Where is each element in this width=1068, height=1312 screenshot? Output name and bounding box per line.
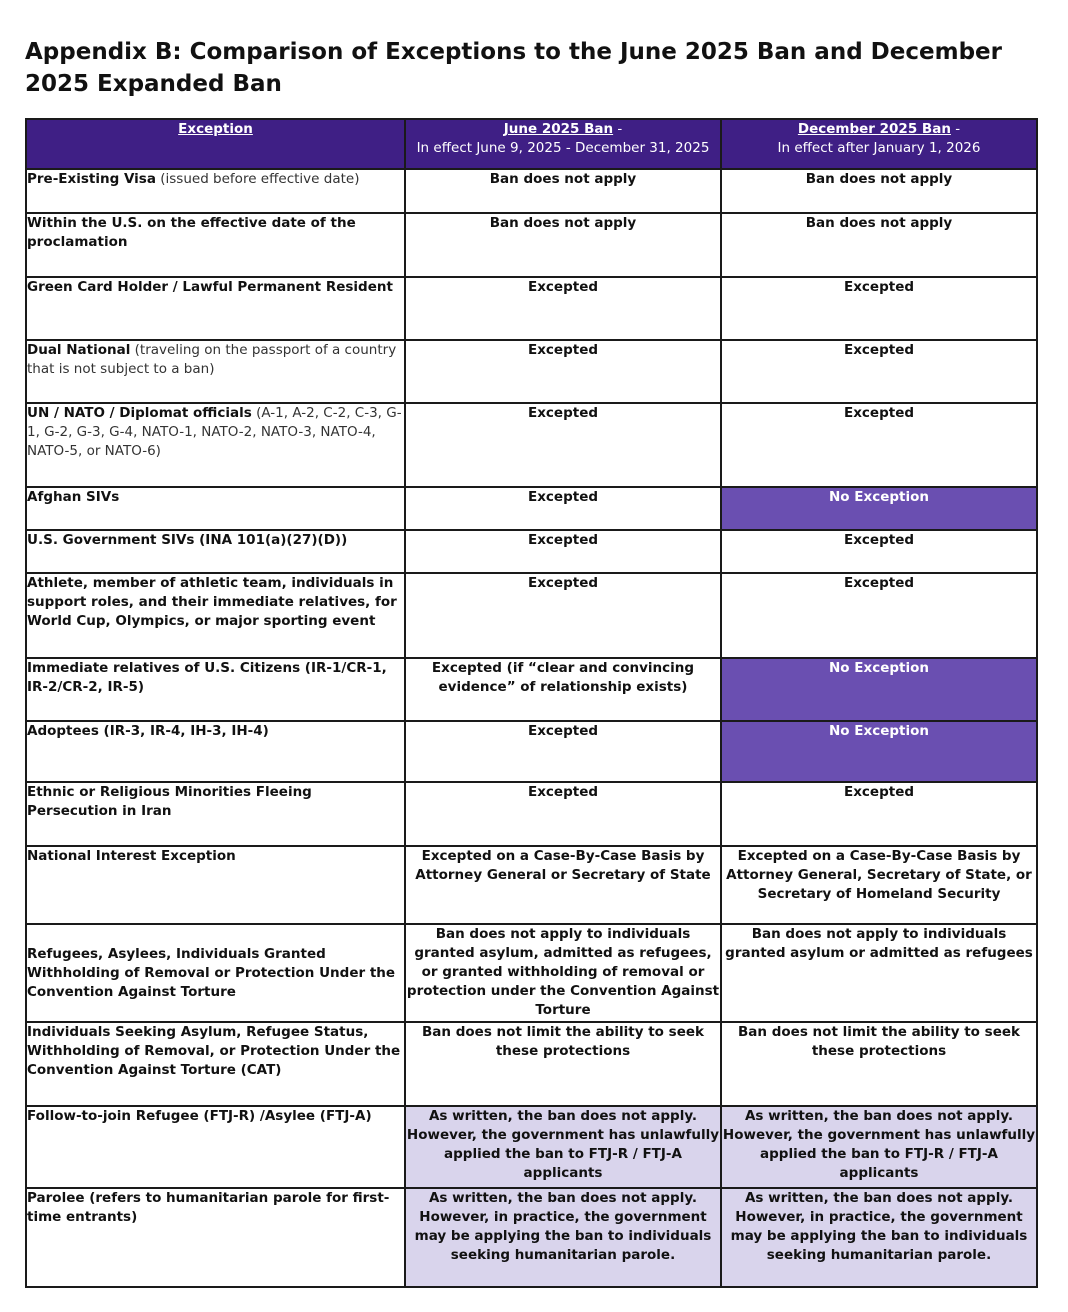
header-dec-dash: - (950, 121, 961, 137)
june-cell: Ban does not apply (405, 213, 721, 277)
june-cell: Excepted (405, 573, 721, 658)
table-row (26, 213, 1037, 277)
header-dec-name: December 2025 Ban (797, 121, 951, 137)
table-row (26, 721, 1037, 782)
exception-label: Follow-to-join Refugee (FTJ-R) /Asylee (FTJ-A) (27, 1108, 372, 1124)
exception-note: (issued before effective date) (155, 171, 360, 187)
exception-cell (26, 846, 405, 924)
exception-label: Parolee (refers to humanitarian parole for first-time entrants) (27, 1190, 390, 1225)
december-cell: Ban does not apply to individuals granted asylum or admitted as refugees (721, 924, 1037, 1022)
table-row (26, 924, 1037, 1022)
june-cell: Excepted (405, 721, 721, 782)
exception-label: Ethnic or Religious Minorities Fleeing Persecution in Iran (27, 784, 312, 819)
exception-cell (26, 530, 405, 573)
table-row (26, 530, 1037, 573)
june-cell: Excepted (405, 487, 721, 530)
exception-cell (26, 403, 405, 487)
december-cell-no-exception: No Exception (721, 721, 1037, 782)
june-cell: Ban does not apply to individuals granted asylum, admitted as refugees, or granted withholding of removal or protection under the Convention Against Torture (405, 924, 721, 1022)
header-dec-subtitle: In effect after January 1, 2026 (777, 140, 981, 156)
december-cell: Excepted (721, 573, 1037, 658)
december-cell: Ban does not limit the ability to seek these protections (721, 1022, 1037, 1106)
exception-cell (26, 340, 405, 403)
exception-cell (26, 169, 405, 213)
exception-cell (26, 721, 405, 782)
june-cell: Excepted (if “clear and convincing evidence” of relationship exists) (405, 658, 721, 721)
june-cell: Ban does not apply (405, 169, 721, 213)
exception-note: (A-1, A-2, C-2, C-3, G-1, G-2, G-3, G-4, NATO-1, NATO-2, NATO-3, NATO-4, NATO-5, or NATO-6) (27, 405, 402, 459)
exception-cell (26, 277, 405, 340)
june-cell: Excepted on a Case-By-Case Basis by Attorney General or Secretary of State (405, 846, 721, 924)
exception-cell (26, 213, 405, 277)
june-cell: Excepted (405, 530, 721, 573)
exception-label: Pre-Existing Visa (27, 171, 156, 187)
exception-label: Adoptees (IR-3, IR-4, IH-3, IH-4) (27, 723, 269, 739)
exception-note: (traveling on the passport of a country that is not subject to a ban) (27, 342, 397, 377)
exception-label: Individuals Seeking Asylum, Refugee Status, Withholding of Removal, or Protection Under the Convention Against Torture (CAT) (27, 1024, 401, 1078)
table-row (26, 1188, 1037, 1287)
exception-cell (26, 1106, 405, 1188)
table-row (26, 573, 1037, 658)
december-cell: Excepted on a Case-By-Case Basis by Attorney General, Secretary of State, or Secretary of Homeland Security (721, 846, 1037, 924)
comparison-table (25, 118, 1038, 1288)
exception-label: Refugees, Asylees, Individuals Granted Withholding of Removal or Protection Under the Convention Against Torture (27, 945, 396, 1000)
june-cell: Excepted (405, 277, 721, 340)
december-cell: Ban does not apply (721, 213, 1037, 277)
exception-label: National Interest Exception (27, 848, 236, 864)
december-cell: Excepted (721, 782, 1037, 846)
header-exception (26, 119, 405, 169)
exception-cell (26, 782, 405, 846)
december-cell-no-exception: No Exception (721, 487, 1037, 530)
exception-label: Athlete, member of athletic team, individuals in support roles, and their immediate relatives, for World Cup, Olympics, or major sporting event (27, 575, 397, 629)
exception-label: Immediate relatives of U.S. Citizens (IR-1/CR-1, IR-2/CR-2, IR-5) (27, 660, 387, 695)
table-row (26, 277, 1037, 340)
december-cell-no-exception: No Exception (721, 658, 1037, 721)
table-row (26, 403, 1037, 487)
exception-cell (26, 573, 405, 658)
exception-cell (26, 1188, 405, 1287)
june-cell: Excepted (405, 403, 721, 487)
june-cell: As written, the ban does not apply. However, in practice, the government may be applying the ban to individuals seeking humanitarian parole. (405, 1188, 721, 1287)
june-cell: As written, the ban does not apply. However, the government has unlawfully applied the ban to FTJ-R / FTJ-A applicants (405, 1106, 721, 1188)
header-june-dash: - (613, 121, 623, 137)
header-june-name: June 2025 Ban (503, 121, 614, 137)
table-row (26, 487, 1037, 530)
december-cell: Ban does not apply (721, 169, 1037, 213)
exception-label: Afghan SIVs (27, 489, 120, 505)
december-cell: As written, the ban does not apply. However, in practice, the government may be applying the ban to individuals seeking humanitarian parole. (721, 1188, 1037, 1287)
header-december-ban (721, 119, 1037, 169)
june-cell: Excepted (405, 782, 721, 846)
table-row (26, 340, 1037, 403)
exception-label: Dual National (27, 342, 131, 358)
header-june-subtitle: In effect June 9, 2025 - December 31, 2025 (416, 140, 710, 156)
exception-label: UN / NATO / Diplomat officials (27, 405, 252, 421)
table-row (26, 169, 1037, 213)
table-row (26, 846, 1037, 924)
table-row (26, 1022, 1037, 1106)
table-row (26, 1106, 1037, 1188)
exception-cell (26, 924, 405, 1022)
exception-label: Green Card Holder / Lawful Permanent Resident (27, 279, 393, 295)
december-cell: As written, the ban does not apply. However, the government has unlawfully applied the ban to FTJ-R / FTJ-A applicants (721, 1106, 1037, 1188)
december-cell: Excepted (721, 340, 1037, 403)
december-cell: Excepted (721, 277, 1037, 340)
exception-cell (26, 1022, 405, 1106)
june-cell: Ban does not limit the ability to seek these protections (405, 1022, 721, 1106)
header-exception-label: Exception (178, 121, 253, 137)
june-cell: Excepted (405, 340, 721, 403)
december-cell: Excepted (721, 403, 1037, 487)
table-row (26, 782, 1037, 846)
header-row (26, 119, 1037, 169)
exception-cell (26, 658, 405, 721)
december-cell: Excepted (721, 530, 1037, 573)
header-june-ban (405, 119, 721, 169)
page-title: Appendix B: Comparison of Exceptions to the June 2025 Ban and December 2025 Expanded Ban (25, 39, 1002, 97)
exception-label: U.S. Government SIVs (INA 101(a)(27)(D)) (27, 532, 348, 548)
table-row (26, 658, 1037, 721)
exception-label: Within the U.S. on the effective date of the proclamation (27, 215, 356, 250)
exception-cell (26, 487, 405, 530)
